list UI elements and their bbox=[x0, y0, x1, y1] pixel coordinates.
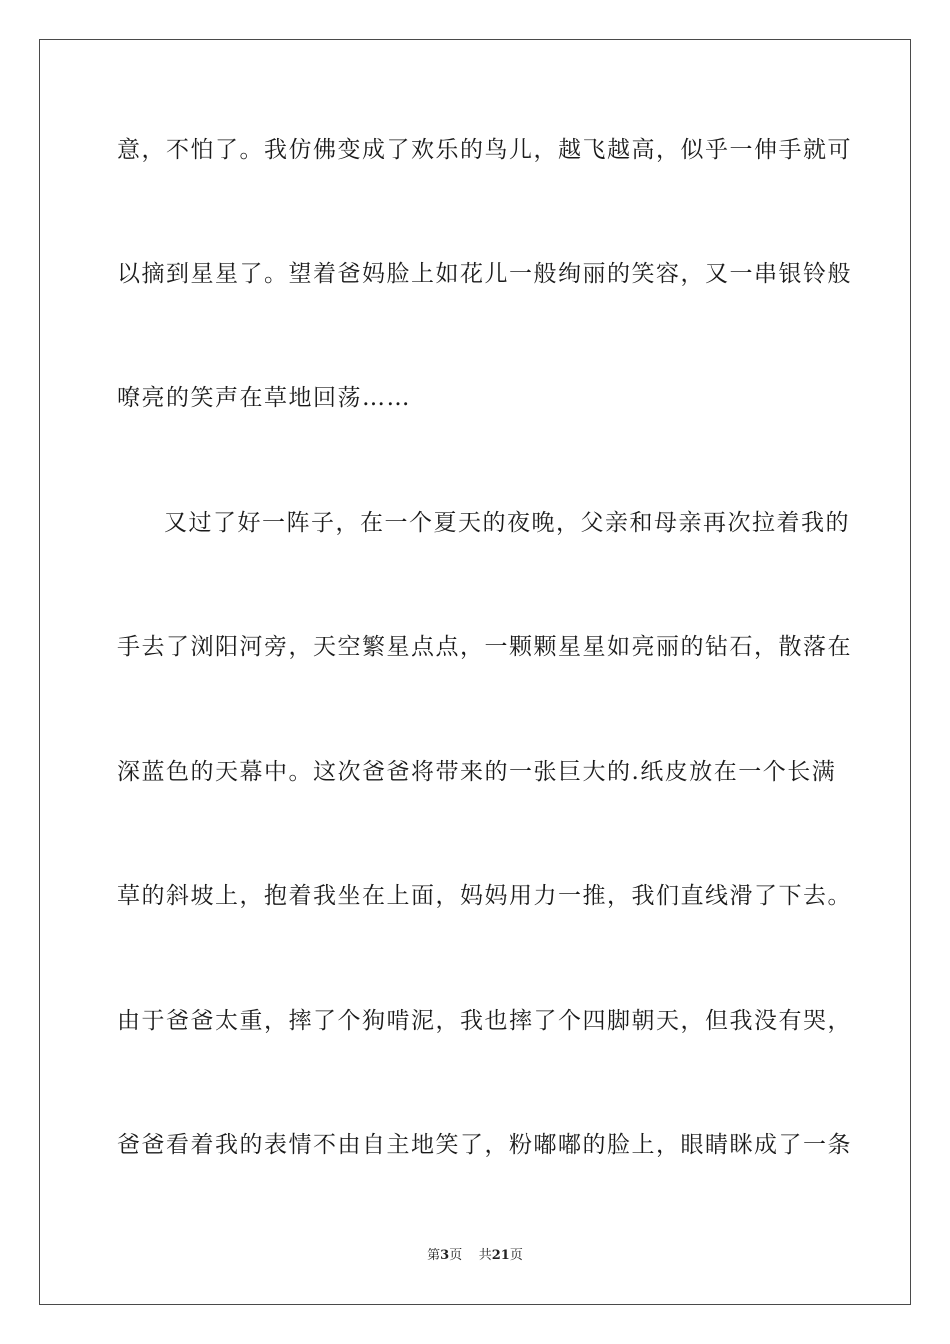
text-line-1: 意，不怕了。我仿佛变成了欢乐的鸟儿，越飞越高，似乎一伸手就可 bbox=[117, 137, 852, 163]
text-line-2: 以摘到星星了。望着爸妈脸上如花儿一般绚丽的笑容，又一串银铃般 bbox=[117, 261, 852, 287]
footer-page-number: 3 bbox=[440, 1248, 450, 1263]
text-line-7: 草的斜坡上，抱着我坐在上面，妈妈用力一推，我们直线滑了下去。 bbox=[117, 883, 852, 909]
text-line-6: 深蓝色的天幕中。这次爸爸将带来的一张巨大的.纸皮放在一个长满 bbox=[117, 759, 837, 785]
text-line-4: 又过了好一阵子，在一个夏天的夜晚，父亲和母亲再次拉着我的 bbox=[164, 510, 850, 536]
footer-page-prefix: 第 bbox=[427, 1248, 441, 1263]
page-border bbox=[39, 39, 911, 1305]
footer-page-suffix: 页 bbox=[449, 1248, 463, 1263]
text-line-5: 手去了浏阳河旁，天空繁星点点，一颗颗星星如亮丽的钻石，散落在 bbox=[117, 634, 852, 660]
page-footer bbox=[0, 1247, 950, 1265]
footer-total-suffix: 页 bbox=[509, 1248, 523, 1263]
text-line-8: 由于爸爸太重，摔了个狗啃泥，我也摔了个四脚朝天，但我没有哭， bbox=[117, 1008, 852, 1034]
footer-total-number: 21 bbox=[491, 1248, 510, 1263]
text-line-3: 嘹亮的笑声在草地回荡…… bbox=[117, 385, 411, 411]
text-line-9: 爸爸看着我的表情不由自主地笑了，粉嘟嘟的脸上，眼睛眯成了一条 bbox=[117, 1132, 852, 1158]
footer-total-prefix: 共 bbox=[478, 1248, 492, 1263]
